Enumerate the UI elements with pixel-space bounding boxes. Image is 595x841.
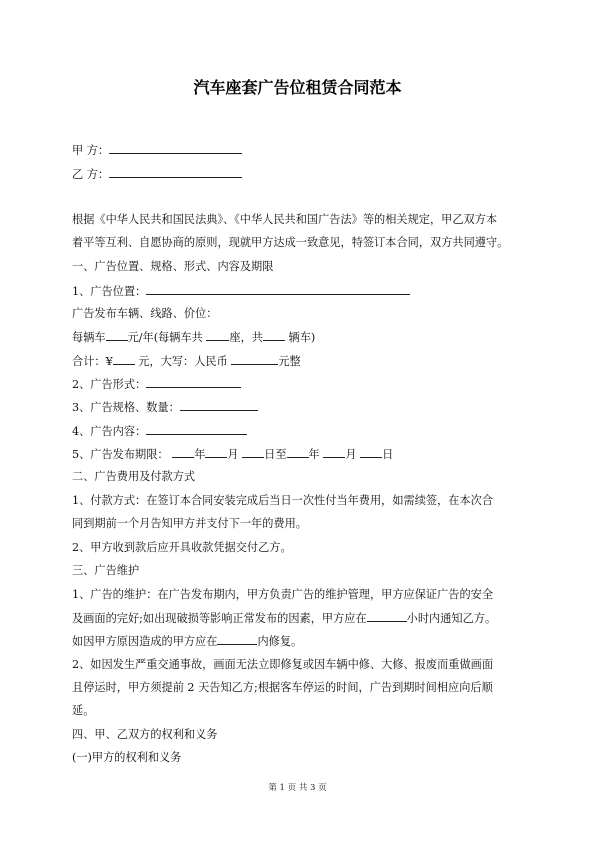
ad-content-label: 4、广告内容： (72, 425, 147, 438)
maintenance-line-1: 1、广告的维护：在广告发布期内，甲方负责广告的维护管理，甲方应保证广告的安全 (72, 588, 494, 601)
total-line (72, 354, 301, 369)
party-b-label: 乙 方： (72, 168, 110, 181)
ad-period-line (72, 447, 393, 462)
ad-form-label: 2、广告形式： (72, 378, 147, 391)
repair-time-blank[interactable] (217, 634, 257, 645)
section-2-heading: 二、广告费用及付款方式 (72, 470, 196, 483)
party-a-line (72, 143, 242, 158)
total-text-c: 元整 (278, 355, 301, 368)
maintenance-line-5: 且停运时，甲方须提前 2 天告知乙方;根据客车停运的时间，广告到期时间相应向后顺 (72, 681, 493, 694)
maintenance-line-3-text-b: 内修复。 (257, 635, 303, 648)
per-vehicle-text-c: 座，共 (229, 331, 263, 344)
end-month-blank[interactable] (323, 447, 345, 458)
total-text-b: 元，大写：人民币 (138, 355, 228, 368)
ad-content-line (72, 424, 247, 439)
intro-line-1: 根据《中华人民共和国民法典》、《中华人民共和国广告法》等的相关规定，甲乙双方本 (72, 213, 498, 226)
payment-line-1: 1、付款方式：在签订本合同安装完成后当日一次性付当年费用，如需续签，在本次合 (72, 494, 494, 507)
party-a-blank[interactable] (109, 143, 242, 154)
subsection-1-heading: (一)甲方的权利和义务 (72, 751, 182, 764)
start-day-blank[interactable] (242, 447, 264, 458)
vehicle-count-blank[interactable] (263, 330, 285, 341)
notify-hours-blank[interactable] (367, 611, 407, 622)
party-b-line (72, 167, 242, 182)
price-blank[interactable] (106, 330, 128, 341)
party-a-label: 甲 方： (72, 144, 110, 157)
maintenance-line-2-text-a: 及画面的完好;如出现破损等影响正常发布的因素，甲方应在 (72, 612, 367, 625)
ad-period-label: 5、广告发布期限： (72, 448, 169, 461)
end-day-unit: 日 (382, 448, 394, 461)
page-number-footer: 第 1 页 共 3 页 (268, 783, 327, 793)
maintenance-line-3-text-a: 如因甲方原因造成的甲方应在 (72, 635, 218, 648)
ad-form-blank[interactable] (146, 377, 241, 388)
per-vehicle-text-d: 辆车) (288, 331, 316, 344)
ad-spec-label: 3、广告规格、数量： (72, 401, 180, 414)
maintenance-line-6: 延。 (72, 704, 95, 717)
intro-line-2: 着平等互利、自愿协商的原则，现就甲方达成一致意见，特签订本合同，双方共同遵守。 (72, 236, 509, 249)
section-3-heading: 三、广告维护 (72, 564, 140, 577)
ad-form-line (72, 377, 241, 392)
per-vehicle-text-b: 元/年(每辆车共 (127, 331, 203, 344)
total-amount-blank[interactable] (113, 354, 135, 365)
section-1-heading: 一、广告位置、规格、形式、内容及期限 (72, 260, 274, 273)
section-4-heading: 四、甲、乙双方的权利和义务 (72, 728, 218, 741)
maintenance-line-3 (72, 634, 302, 649)
maintenance-line-2-text-b: 小时内通知乙方。 (406, 612, 497, 625)
start-month-unit: 月 (227, 448, 239, 461)
ad-spec-line (72, 400, 258, 415)
maintenance-line-4: 2、如因发生严重交通事故，画面无法立即修复或因车辆中修、大修、报废而重做画面 (72, 658, 494, 671)
end-year-unit: 年 (308, 448, 320, 461)
ad-content-blank[interactable] (146, 424, 247, 435)
per-vehicle-text-a: 每辆车 (72, 331, 106, 344)
start-day-unit: 日至 (264, 448, 287, 461)
end-month-unit: 月 (345, 448, 357, 461)
maintenance-line-2 (72, 611, 496, 626)
seats-blank[interactable] (206, 330, 229, 341)
start-year-blank[interactable] (172, 447, 194, 458)
vehicles-line: 广告发布车辆、线路、价位： (72, 307, 218, 320)
end-year-blank[interactable] (287, 447, 309, 458)
end-day-blank[interactable] (360, 447, 382, 458)
ad-spec-blank[interactable] (180, 400, 258, 411)
total-words-blank[interactable] (231, 354, 278, 365)
payment-line-3: 2、甲方收到款后应开具收款凭据交付乙方。 (72, 541, 292, 554)
page-title: 汽车座套广告位租赁合同范本 (193, 78, 402, 97)
ad-position-line (72, 284, 410, 299)
party-b-blank[interactable] (109, 167, 242, 178)
start-month-blank[interactable] (205, 447, 227, 458)
ad-position-blank[interactable] (146, 284, 410, 295)
payment-line-2: 同到期前一个月告知甲方并支付下一年的费用。 (72, 517, 307, 530)
ad-position-label: 1、广告位置： (72, 285, 147, 298)
start-year-unit: 年 (194, 448, 206, 461)
total-text-a: 合计：¥ (72, 355, 113, 368)
per-vehicle-line (72, 330, 315, 345)
